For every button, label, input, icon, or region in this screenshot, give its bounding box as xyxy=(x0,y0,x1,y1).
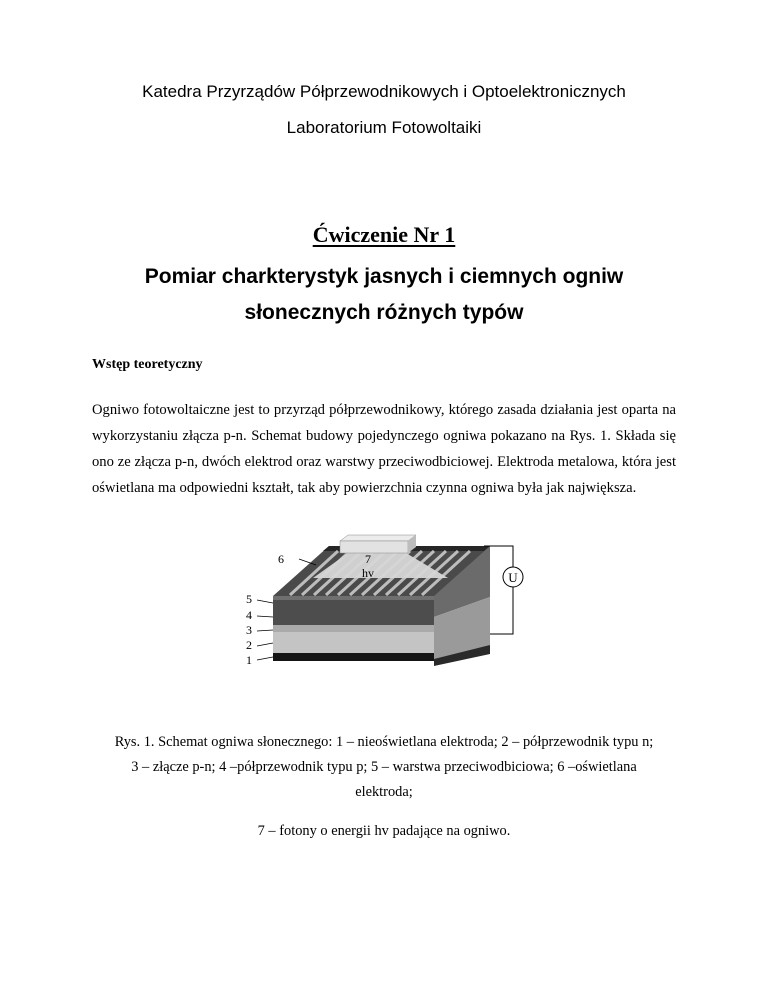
label-7: 7 xyxy=(365,552,371,566)
light-source-top xyxy=(340,535,416,541)
section-heading: Wstęp teoretyczny xyxy=(92,357,203,372)
label-4: 4 xyxy=(246,608,252,622)
label-5: 5 xyxy=(246,592,252,606)
solar-cell-figure xyxy=(238,533,538,678)
department-name: Katedra Przyrządów Półprzewodnikowych i Optoelektronicznych xyxy=(142,82,626,101)
layer-2-n-type xyxy=(273,632,434,653)
layer-5-antireflection xyxy=(273,596,434,600)
label-6: 6 xyxy=(278,552,284,566)
label-3: 3 xyxy=(246,623,252,637)
figure-caption-line2: 3 – złącze p-n; 4 –półprzewodnik typu p; 5 – warstwa przeciwodbiciowa; 6 –oświetlana xyxy=(131,759,637,775)
exercise-title-line2: słonecznych różnych typów xyxy=(244,301,524,324)
intro-paragraph: Ogniwo fotowoltaiczne jest to przyrząd półprzewodnikowy, którego zasada działania jest oparta na wykorzystaniu złącza p-n. Schemat budowy pojedynczego ogniwa pokazano na Rys. 1. Składa się ono ze złącza p-n, dwóch elektrod oraz warstwy przeciwodbiciowej. Elektroda metalowa, która jest oświetlana ma odpowiedni kształt, tak aby powierzchnia czynna ogniwa była jak największa. xyxy=(92,402,676,496)
voltmeter-label: U xyxy=(508,570,518,585)
exercise-number: Ćwiczenie Nr 1 xyxy=(312,222,456,247)
figure-caption-line3: elektroda; xyxy=(355,784,413,800)
label-1: 1 xyxy=(246,653,252,667)
laboratory-name: Laboratorium Fotowoltaiki xyxy=(286,118,482,137)
layer-1-bottom-electrode xyxy=(273,653,434,661)
layer-4-p-type xyxy=(273,600,434,625)
figure-caption-line1: Rys. 1. Schemat ogniwa słonecznego: 1 – nieoświetlana elektroda; 2 – półprzewodnik typu n; xyxy=(114,734,654,750)
light-source-front xyxy=(340,541,408,553)
figure-caption-line4: 7 – fotony o energii hv padające na ogniwo. xyxy=(257,823,511,839)
label-2: 2 xyxy=(246,638,252,652)
label-hv: hv xyxy=(362,566,374,580)
exercise-title-line1: Pomiar charkterystyk jasnych i ciemnych ogniw xyxy=(144,265,624,288)
layer-3-junction xyxy=(273,625,434,632)
solar-cell-diagram xyxy=(238,533,538,673)
